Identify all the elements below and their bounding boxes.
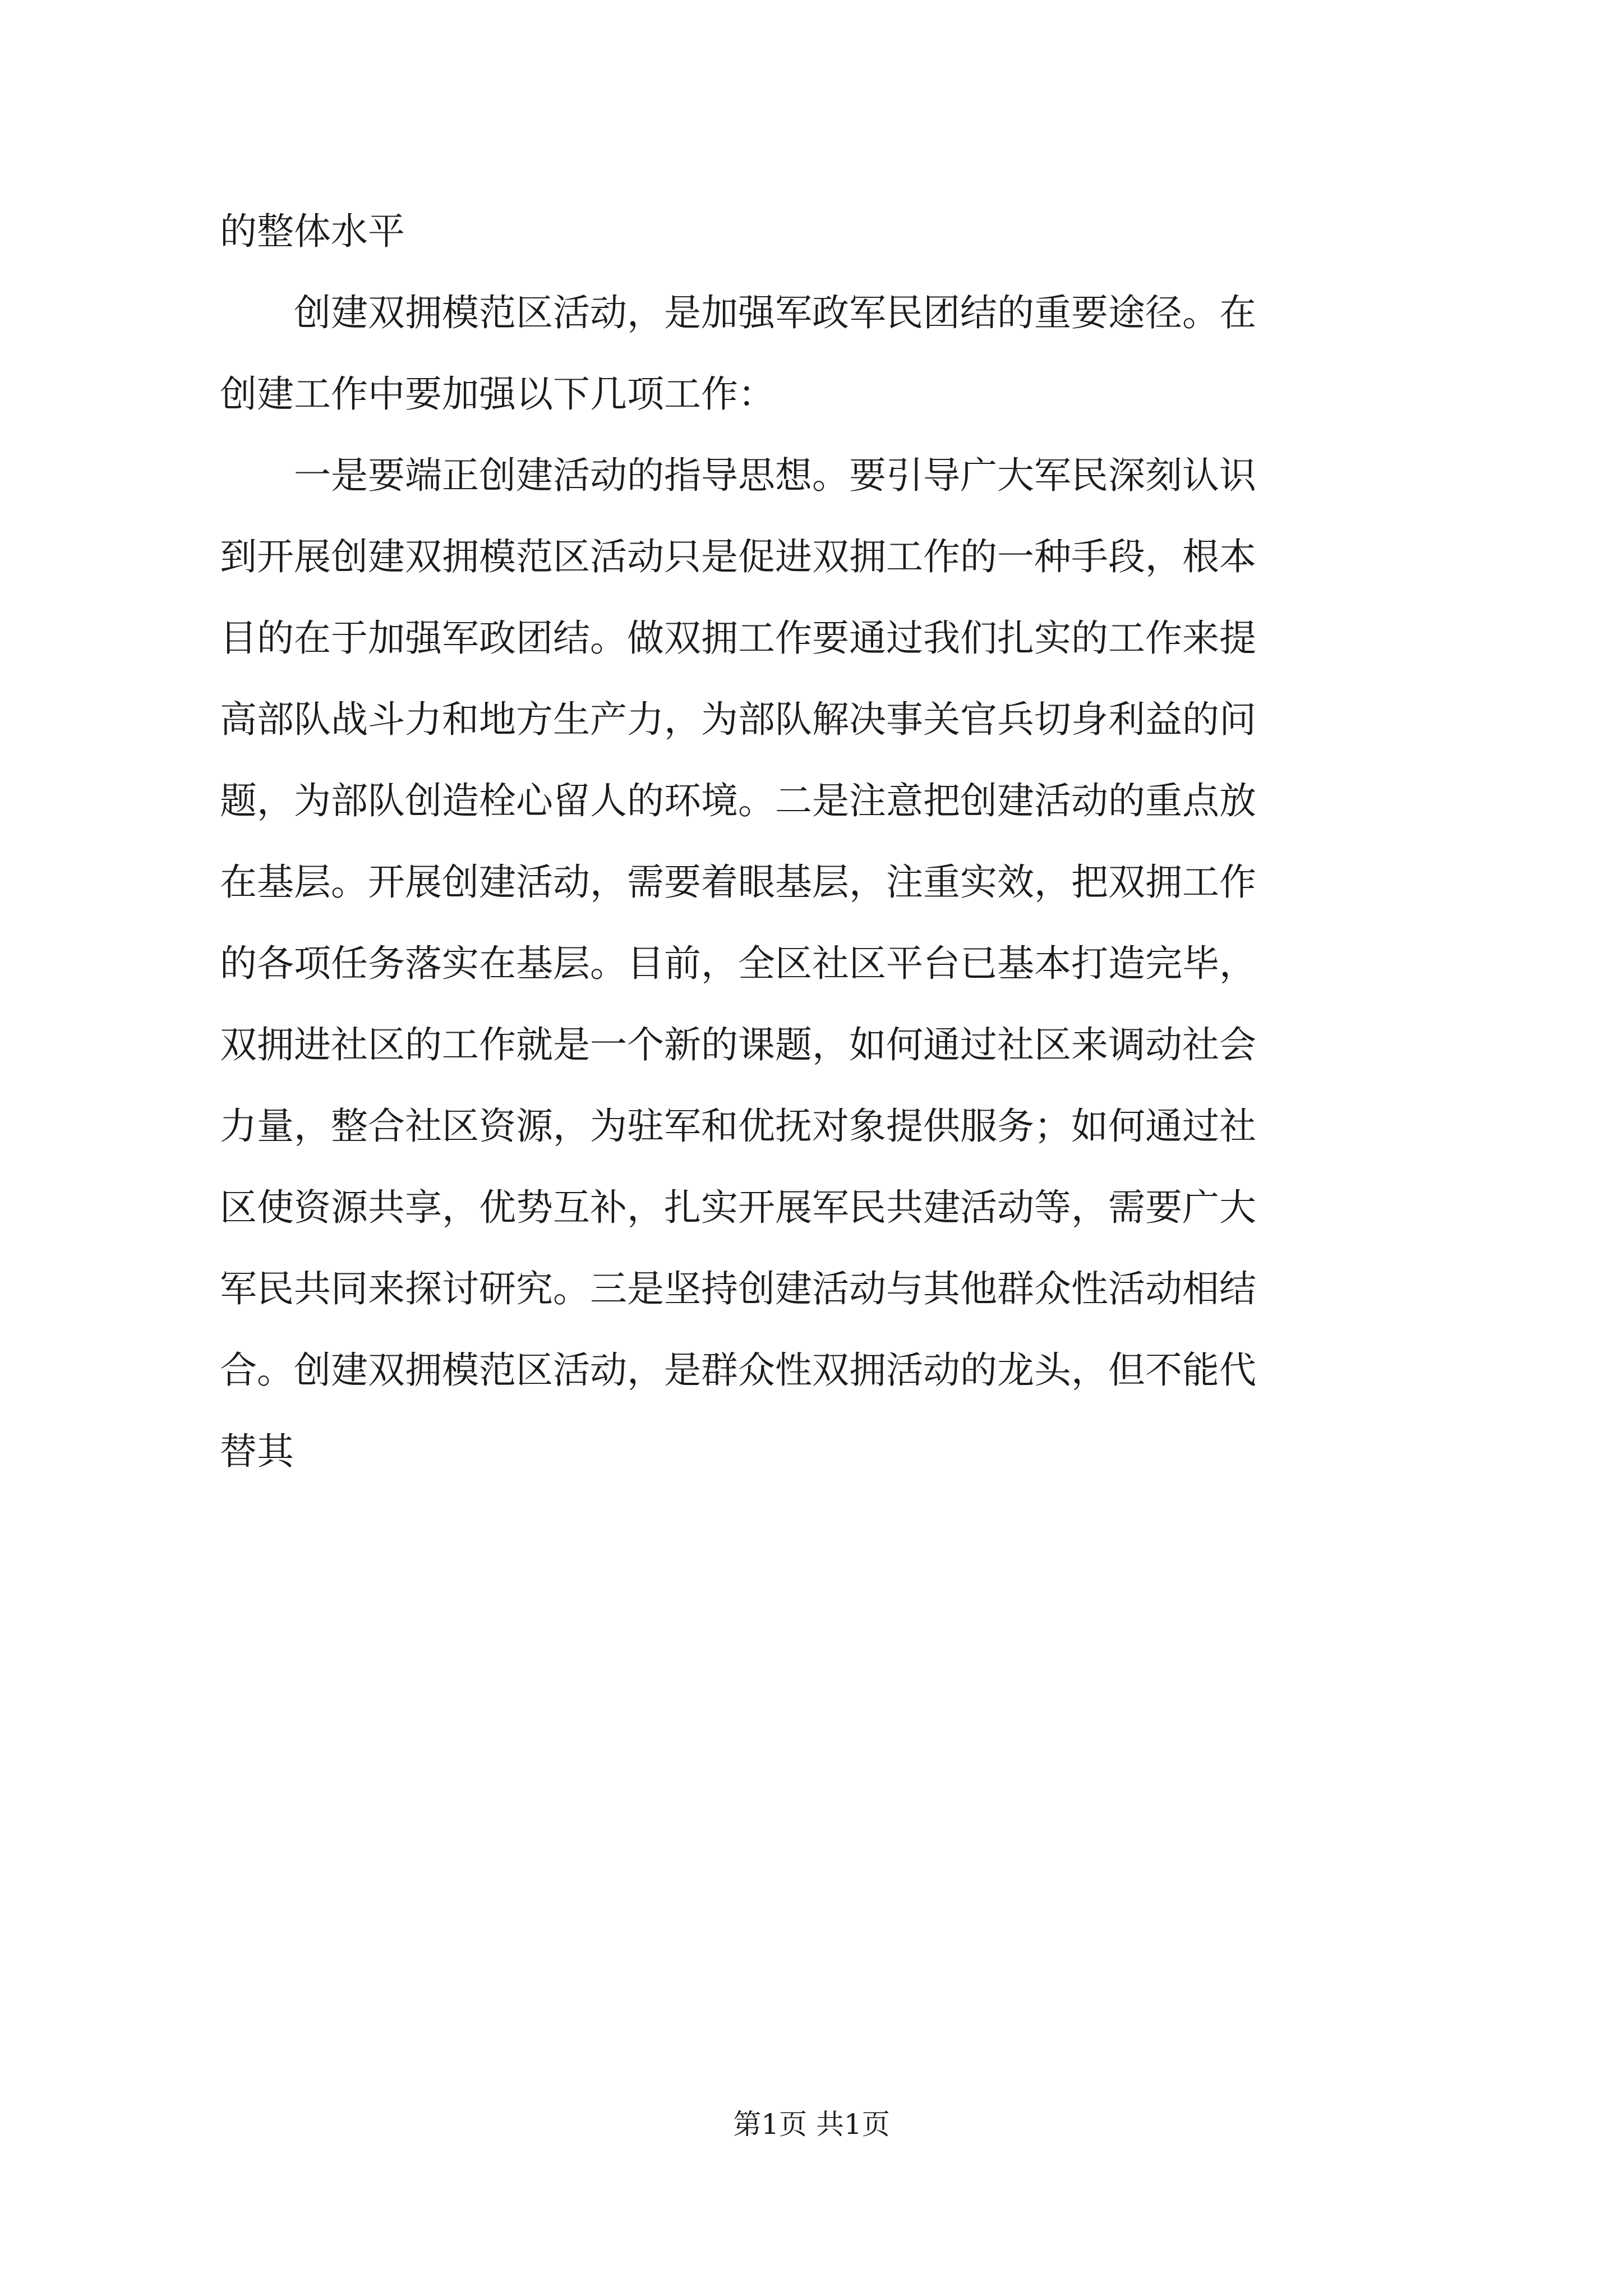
text-line: 创建双拥模范区活动，是加强军政军民团结的重要途径。在 bbox=[220, 291, 1256, 334]
text-line: 目的在于加强军政团结。做双拥工作要通过我们扎实的工作来提 bbox=[220, 616, 1256, 660]
text-line: 在基层。开展创建活动，需要着眼基层，注重实效，把双拥工作 bbox=[220, 861, 1256, 904]
text-line: 军民共同来探讨研究。三是坚持创建活动与其他群众性活动相结 bbox=[220, 1267, 1256, 1310]
text-line: 高部队战斗力和地方生产力，为部队解决事关官兵切身利益的问 bbox=[220, 698, 1256, 741]
text-line: 区使资源共享，优势互补，扎实开展军民共建活动等，需要广大 bbox=[220, 1186, 1256, 1229]
text-line: 到开展创建双拥模范区活动只是促进双拥工作的一种手段，根本 bbox=[220, 535, 1256, 578]
text-line: 创建工作中要加强以下几项工作： bbox=[220, 372, 775, 416]
text-line: 一是要端正创建活动的指导思想。要引导广大军民深刻认识 bbox=[220, 454, 1256, 497]
page-footer: 第1页 共1页 bbox=[733, 2108, 890, 2141]
text-line: 的各项任务落实在基层。目前，全区社区平台已基本打造完毕， bbox=[220, 942, 1256, 985]
text-line: 双拥进社区的工作就是一个新的课题，如何通过社区来调动社会 bbox=[220, 1023, 1256, 1066]
text-line: 的整体水平 bbox=[220, 210, 405, 253]
text-line: 题，为部队创造栓心留人的环境。二是注意把创建活动的重点放 bbox=[220, 779, 1256, 822]
text-line: 力量，整合社区资源，为驻军和优抚对象提供服务；如何通过社 bbox=[220, 1105, 1256, 1148]
text-line: 替其 bbox=[220, 1430, 294, 1473]
text-line: 合。创建双拥模范区活动，是群众性双拥活动的龙头，但不能代 bbox=[220, 1349, 1256, 1392]
